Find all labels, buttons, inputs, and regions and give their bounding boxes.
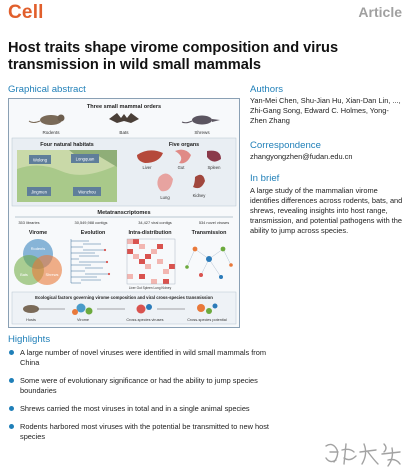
eco-factors-title: Ecological factors governing virome composition and viral cross-species transmission xyxy=(35,295,213,300)
organs-title: Five organs xyxy=(168,142,200,148)
habitats-title: Four natural habitats xyxy=(40,142,94,148)
authors-heading: Authors xyxy=(250,84,284,95)
highlights-heading: Highlights xyxy=(8,334,51,345)
authors-list: Yan-Mei Chen, Shu-Jian Hu, Xian-Dan Lin, ..., Zhi-Gang Song, Edward C. Holmes, Yong-Zhen Zhang xyxy=(250,96,401,125)
correspondence-heading: Correspondence xyxy=(250,140,321,151)
eco-label-virome: Virome xyxy=(77,318,89,322)
highlight-item xyxy=(8,422,278,442)
order-label-shrews: Shrews xyxy=(194,130,210,135)
habitat-label-longquan: Longquan xyxy=(75,156,95,162)
organ-label-liver: Liver xyxy=(142,165,152,170)
meta-title: Metatranscriptomes xyxy=(97,210,151,216)
organ-label-kidney: Kidney xyxy=(192,193,206,198)
panel-title-evolution: Evolution xyxy=(80,230,106,236)
in-brief-heading: In brief xyxy=(250,173,280,184)
eco-label-hosts: Hosts xyxy=(26,318,36,322)
in-brief-text: A large study of the mammalian virome identifies differences across rodents, bats, and shrews, revealing insights into host range, transmission, and potential pathogens with the ability to jump across species. xyxy=(250,186,403,235)
article-type-label: Article xyxy=(358,4,402,20)
highlights-list xyxy=(8,348,278,450)
university-seal-watermark xyxy=(322,438,404,468)
paper-title: Host traits shape virome composition and virus transmission in wild small mammals xyxy=(8,40,339,73)
meta-stat-viral-contigs: 34,427 viral contigs xyxy=(138,220,172,225)
organ-label-gut: Gut xyxy=(177,165,185,170)
meta-stat-libraries: 353 libraries xyxy=(18,220,40,225)
habitat-label-jingmen: Jingmen xyxy=(31,189,47,195)
graphical-abstract-svg xyxy=(9,99,239,327)
eco-label-cross-species-viruses: Cross-species viruses xyxy=(126,318,164,322)
meta-stat-contigs: 30,549,988 contigs xyxy=(74,220,108,225)
panel-title-intra-distribution: Intra-distribution xyxy=(128,230,172,236)
panel-title-transmission: Transmission xyxy=(191,230,227,236)
highlight-text: Rodents harbored most viruses with the potential be transmitted to new host species xyxy=(20,422,269,441)
journal-header xyxy=(0,0,410,38)
bullet-icon xyxy=(9,424,14,429)
order-label-bats: Bats xyxy=(119,130,129,135)
eco-label-cross-species-potential: Cross-species potential xyxy=(187,318,227,322)
organ-label-lung: Lung xyxy=(160,195,170,200)
highlight-text: A large number of novel viruses were identified in wild small mammals from China xyxy=(20,348,267,367)
highlight-item xyxy=(8,348,278,368)
orders-title: Three small mammal orders xyxy=(86,104,162,110)
highlight-text: Shrews carried the most viruses in total and in a single animal species xyxy=(20,404,250,413)
meta-stat-novel-viruses: 534 novel viruses xyxy=(198,220,230,225)
correspondence-email[interactable]: zhangyongzhen@fudan.edu.cn xyxy=(250,152,353,161)
graphical-abstract-figure xyxy=(8,98,240,328)
heatmap-organ-axis: Liver Gut Spleen Lung Kidney xyxy=(128,286,172,290)
highlight-text: Some were of evolutionary significance or had the ability to jump species boundaries xyxy=(20,376,258,395)
panel-title-virome: Virome xyxy=(28,230,48,236)
bullet-icon xyxy=(9,378,14,383)
habitat-label-wolong: Wolong xyxy=(32,157,48,163)
highlight-item xyxy=(8,376,278,396)
seal-logo-icon xyxy=(322,438,404,468)
highlight-item xyxy=(8,404,278,414)
bullet-icon xyxy=(9,350,14,355)
venn-label-rodents: Rodents xyxy=(30,246,46,251)
organ-label-spleen: Spleen xyxy=(207,165,221,170)
venn-label-bats: Bats xyxy=(20,272,28,277)
graphical-abstract-heading: Graphical abstract xyxy=(8,84,86,95)
habitat-label-wenzhou: Wenzhou xyxy=(78,189,96,195)
venn-label-shrews: Shrews xyxy=(45,272,59,277)
journal-logo: Cell xyxy=(8,2,44,23)
order-label-rodents: Rodents xyxy=(42,130,60,135)
bullet-icon xyxy=(9,406,14,411)
